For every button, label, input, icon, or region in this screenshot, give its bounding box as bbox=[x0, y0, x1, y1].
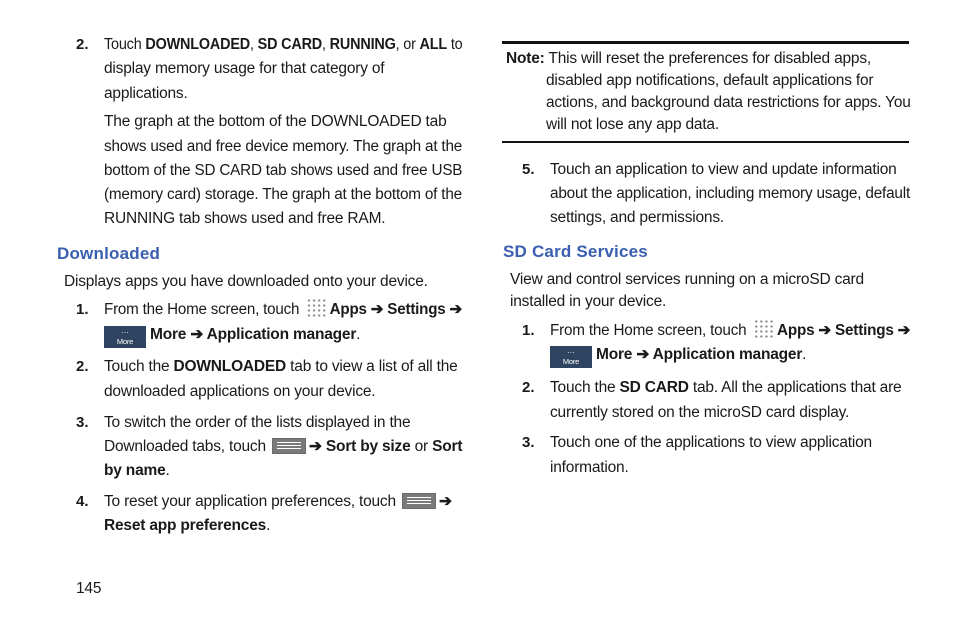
step-text: ··· More More ➔ Application manager. bbox=[104, 323, 360, 348]
step-number: 4. bbox=[76, 493, 89, 510]
step-text: display memory usage for that category of bbox=[104, 60, 385, 77]
step-text: downloaded applications on your device. bbox=[104, 383, 376, 400]
section-heading: SD Card Services bbox=[503, 242, 648, 261]
note-bottom-rule bbox=[502, 141, 909, 143]
step-text: by name. bbox=[104, 462, 170, 479]
step-text: Downloaded tabs, touch ➔ Sort by size or Sort bbox=[104, 438, 463, 455]
more-icon: ··· More bbox=[550, 346, 592, 368]
step-text: settings, and permissions. bbox=[550, 209, 724, 226]
paragraph-line: shows used and free device memory. The graph at the bbox=[104, 138, 463, 155]
step-text: currently stored on the microSD card display. bbox=[550, 404, 850, 421]
apps-grid-icon bbox=[306, 298, 328, 318]
step-text: Touch DOWNLOADED, SD CARD, RUNNING, or ALL to bbox=[104, 36, 463, 53]
step-text: To switch the order of the lists displayed in the bbox=[104, 414, 411, 431]
step-text: From the Home screen, touch Apps ➔ Settings ➔ bbox=[104, 298, 462, 322]
step-number: 2. bbox=[76, 358, 89, 375]
apps-grid-icon bbox=[753, 319, 775, 339]
step-number: 5. bbox=[522, 161, 535, 178]
step-number: 1. bbox=[522, 322, 535, 339]
step-text: To reset your application preferences, touch ➔ bbox=[104, 493, 452, 510]
step-text: Touch the DOWNLOADED tab to view a list of all the bbox=[104, 358, 458, 375]
step-text: Reset app preferences. bbox=[104, 517, 271, 534]
step-text: Touch an application to view and update information bbox=[550, 161, 897, 178]
page-number: 145 bbox=[76, 580, 102, 597]
step-text: Touch the SD CARD tab. All the applications that are bbox=[550, 379, 902, 396]
step-text: ··· More More ➔ Application manager. bbox=[550, 343, 806, 368]
section-intro: Displays apps you have downloaded onto your device. bbox=[64, 273, 428, 290]
note-top-rule bbox=[502, 41, 909, 44]
paragraph-line: The graph at the bottom of the DOWNLOADED tab bbox=[104, 113, 447, 130]
step-number: 3. bbox=[522, 434, 535, 451]
step-text: Touch one of the applications to view application bbox=[550, 434, 872, 451]
note-text: Note: This will reset the preferences for disabled apps, bbox=[506, 50, 871, 67]
section-intro: installed in your device. bbox=[510, 293, 667, 310]
menu-icon bbox=[402, 493, 436, 509]
note-text: disabled app notifications, default applications for bbox=[546, 72, 874, 89]
step-number: 2. bbox=[522, 379, 535, 396]
paragraph-line: RUNNING tab shows used and free RAM. bbox=[104, 210, 386, 227]
paragraph-line: bottom of the SD CARD tab shows used and free USB bbox=[104, 162, 463, 179]
note-text: actions, and background data restrictions for apps. You bbox=[546, 94, 911, 111]
step-text: applications. bbox=[104, 85, 188, 102]
step-number: 2. bbox=[76, 36, 89, 53]
step-text: information. bbox=[550, 459, 629, 476]
step-text: From the Home screen, touch Apps ➔ Settings ➔ bbox=[550, 319, 910, 343]
step-number: 3. bbox=[76, 414, 89, 431]
note-text: will not lose any app data. bbox=[546, 116, 719, 133]
menu-icon bbox=[272, 438, 306, 454]
more-icon: ··· More bbox=[104, 326, 146, 348]
section-intro: View and control services running on a microSD card bbox=[510, 271, 864, 288]
step-number: 1. bbox=[76, 301, 89, 318]
section-heading: Downloaded bbox=[57, 244, 161, 263]
paragraph-line: (memory card) storage. The graph at the bottom of the bbox=[104, 186, 462, 203]
step-text: about the application, including memory usage, default bbox=[550, 185, 911, 202]
